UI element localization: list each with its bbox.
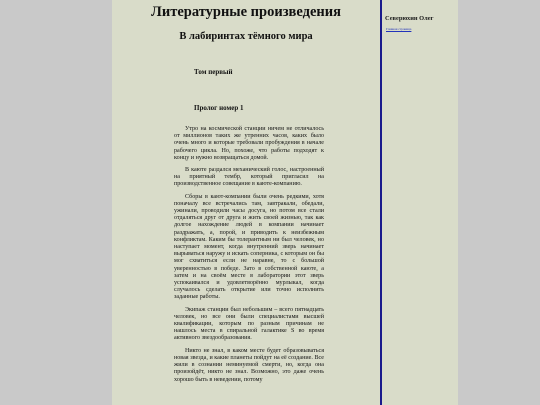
story-paragraph: Экипаж станции был небольшим – всего пятнадцать человек, но все они были специалистами высшей квалификации, которым по разным причинам не нашлось места в спиральной галактике S во время активного звездообразования. (174, 306, 324, 342)
volume-heading: Том первый (194, 68, 233, 76)
story-paragraph: Сборы в кают-компании были очень редкими, хотя поначалу все встречались там, завтракали, обедали, ужинали, проводили часы досуга, но потом все стали отдаляться друг от друга и жить своей жизнью, так как долгое нахождение людей в компании начинает раздражать, а, порой, и приводить к неизбежным конфликтам. Каким бы толерантным ни был человек, но наступает момент, когда внутренний зверь начинает вырываться наружу и искать соперника, с которым он бы мог схватиться если не наравне, то с большой уверенностью в победе. Зато в собственной каюте, а затем и на своём месте в лаборатории этот зверь успокаивался и удовлетворённо мурлыкал, когда случалось сделать открытие или точно исполнить заданные работы. (174, 193, 324, 301)
author-name: Северюхин Олег (385, 15, 434, 22)
home-link[interactable]: Главная страница (386, 27, 412, 31)
sidebar (382, 0, 458, 405)
main-content (112, 0, 380, 405)
left-margin (0, 0, 112, 405)
page-title: Литературные произведения (151, 4, 341, 20)
story-paragraph: В каюте раздался механический голос, настроенный на приятный тембр, который пригласил на производственное совещание в каюте-компанию. (174, 167, 324, 188)
right-margin (458, 0, 540, 405)
story-text (174, 126, 324, 389)
story-paragraph: Утро на космической станции ничем не отличалось от миллионов таких же утренних часов, каких было очень много и которые требовали пробуждения в начале рабочего цикла. Но, похоже, что работы подходят к концу и нужно возвращаться домой. (174, 126, 324, 161)
page-subtitle: В лабиринтах тёмного мира (179, 30, 313, 42)
story-paragraph: Никто не знал, в каком месте будет образовываться новая звезда, и какие планеты пойдут на её создание. Все жили в сознании неминуемой смерти, но, когда она произойдёт, никто не знал. Возможно, это даже очень хорошо быть в неведении, потому (174, 347, 324, 383)
prologue-heading: Пролог номер 1 (194, 104, 244, 112)
